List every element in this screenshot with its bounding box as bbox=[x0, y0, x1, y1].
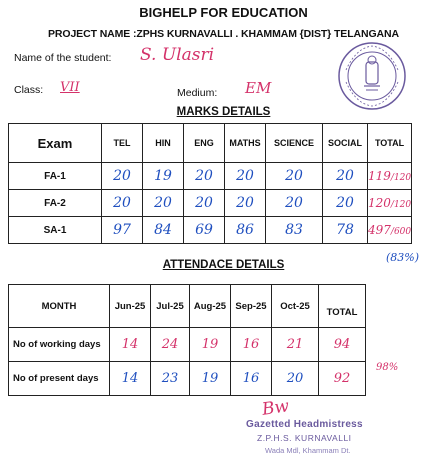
attendance-cell: 20 bbox=[272, 362, 319, 396]
stamp-line-1: Gazetted Headmistress bbox=[246, 419, 363, 430]
score-cell: 20 bbox=[143, 190, 184, 217]
school-seal-stamp bbox=[336, 40, 408, 112]
attendance-cell: 23 bbox=[151, 362, 190, 396]
attendance-table bbox=[8, 284, 366, 396]
score-cell: 20 bbox=[184, 190, 225, 217]
percentage-note: (83%) bbox=[386, 251, 420, 264]
row-label: No of present days bbox=[9, 362, 110, 396]
medium-label: Medium: bbox=[177, 87, 218, 99]
stamp-line-2: Z.P.H.S. KURNAVALLI bbox=[257, 433, 352, 443]
score-cell: 20 bbox=[323, 163, 368, 190]
col-month: MONTH bbox=[9, 285, 110, 328]
score-cell: 20 bbox=[266, 163, 323, 190]
col-sep: Sep-25 bbox=[231, 285, 272, 328]
score-cell: 69 bbox=[184, 217, 225, 244]
score-cell: 20 bbox=[266, 190, 323, 217]
attendance-cell: 16 bbox=[231, 328, 272, 362]
table-row bbox=[9, 190, 412, 217]
score-cell: 20 bbox=[323, 190, 368, 217]
signature: Bw bbox=[260, 396, 291, 420]
table-row bbox=[9, 217, 412, 244]
row-label: No of working days bbox=[9, 328, 110, 362]
col-oct: Oct-25 bbox=[272, 285, 319, 328]
attendance-cell: 16 bbox=[231, 362, 272, 396]
score-cell: 97 bbox=[102, 217, 143, 244]
student-name-value: S. Ulasri bbox=[140, 45, 215, 65]
exam-name: FA-2 bbox=[9, 190, 102, 217]
marks-section-title: MARKS DETAILS bbox=[176, 106, 271, 118]
attendance-total: 94 bbox=[319, 328, 366, 362]
marks-table bbox=[8, 123, 412, 244]
total-cell bbox=[368, 217, 412, 244]
class-label: Class: bbox=[14, 84, 44, 96]
score-cell: 20 bbox=[184, 163, 225, 190]
total-out-of: /120 bbox=[390, 173, 412, 183]
score-cell: 78 bbox=[323, 217, 368, 244]
col-total: TOTAL bbox=[368, 124, 412, 163]
exam-name: FA-1 bbox=[9, 163, 102, 190]
score-cell: 20 bbox=[225, 190, 266, 217]
attendance-header-row bbox=[9, 285, 366, 328]
total-value: 497 bbox=[368, 223, 391, 237]
attendance-cell: 14 bbox=[110, 362, 151, 396]
score-cell: 20 bbox=[102, 190, 143, 217]
col-aug: Aug-25 bbox=[190, 285, 231, 328]
attendance-cell: 21 bbox=[272, 328, 319, 362]
attendance-percent: 98% bbox=[376, 362, 399, 373]
attendance-cell: 19 bbox=[190, 328, 231, 362]
attendance-section-title: ATTENDACE DETAILS bbox=[162, 259, 285, 271]
attendance-total: 92 bbox=[319, 362, 366, 396]
col-tel: TEL bbox=[102, 124, 143, 163]
score-cell: 86 bbox=[225, 217, 266, 244]
exam-name: SA-1 bbox=[9, 217, 102, 244]
col-jun: Jun-25 bbox=[110, 285, 151, 328]
score-cell: 20 bbox=[225, 163, 266, 190]
col-exam: Exam bbox=[9, 124, 102, 163]
total-out-of: /600 bbox=[390, 227, 412, 237]
total-out-of: /120 bbox=[390, 200, 412, 210]
score-cell: 20 bbox=[102, 163, 143, 190]
medium-value: EM bbox=[245, 79, 272, 97]
class-value: VII bbox=[60, 80, 80, 95]
attendance-cell: 19 bbox=[190, 362, 231, 396]
table-row bbox=[9, 163, 412, 190]
col-jul: Jul-25 bbox=[151, 285, 190, 328]
score-cell: 83 bbox=[266, 217, 323, 244]
col-eng: ENG bbox=[184, 124, 225, 163]
score-cell: 84 bbox=[143, 217, 184, 244]
attendance-cell: 14 bbox=[110, 328, 151, 362]
total-value: 120 bbox=[368, 196, 391, 210]
score-cell: 19 bbox=[143, 163, 184, 190]
marks-header-row bbox=[9, 124, 412, 163]
project-name: PROJECT NAME :ZPHS KURNAVALLI . KHAMMAM {DIST} TELANGANA bbox=[47, 28, 399, 40]
col-hin: HIN bbox=[143, 124, 184, 163]
table-row bbox=[9, 362, 366, 396]
total-cell bbox=[368, 190, 412, 217]
col-total: TOTAL bbox=[319, 285, 366, 328]
total-cell bbox=[368, 163, 412, 190]
attendance-cell: 24 bbox=[151, 328, 190, 362]
student-name-label: Name of the student: bbox=[14, 52, 112, 64]
table-row bbox=[9, 328, 366, 362]
stamp-line-3: Wada Mdl, Khammam Dt. bbox=[265, 446, 351, 455]
col-social: SOCIAL bbox=[323, 124, 368, 163]
col-science: SCIENCE bbox=[266, 124, 323, 163]
total-value: 119 bbox=[368, 169, 391, 183]
organization-title: BIGHELP FOR EDUCATION bbox=[139, 5, 308, 20]
col-maths: MATHS bbox=[225, 124, 266, 163]
